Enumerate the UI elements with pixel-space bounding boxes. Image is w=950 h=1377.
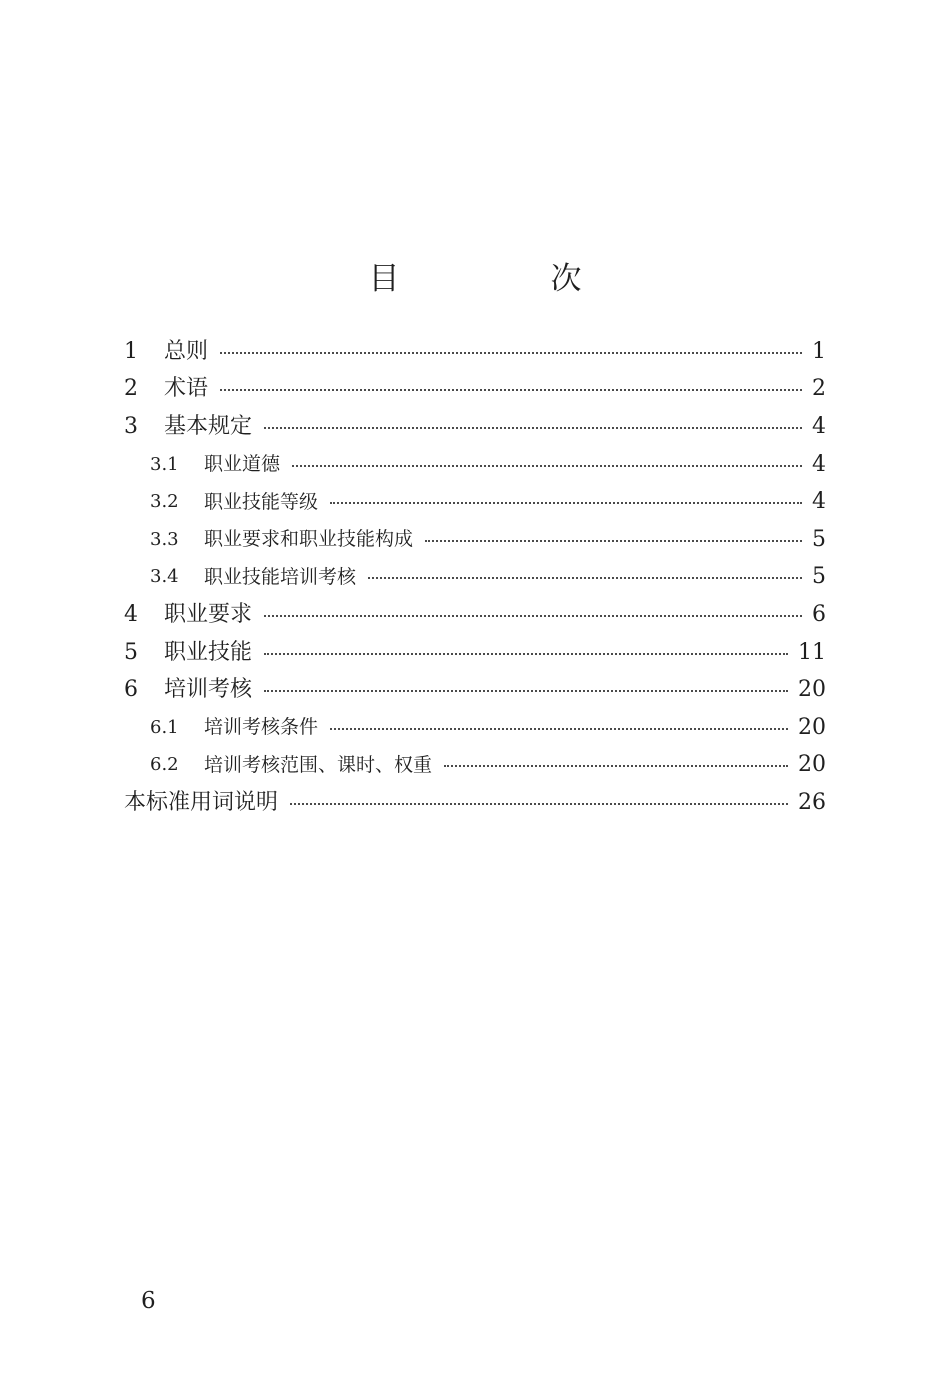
toc-subitem-training-scope-hours-weights[interactable] bbox=[124, 747, 826, 785]
toc-subitem-label: 培训考核条件 bbox=[204, 716, 319, 739]
dotted-leader bbox=[220, 352, 802, 354]
toc-item-number: 2 bbox=[124, 376, 138, 402]
toc-subitem-number: 6.2 bbox=[150, 754, 179, 776]
toc-item-label: 术语 bbox=[164, 376, 209, 402]
toc-subitem-label: 培训考核范围、课时、权重 bbox=[204, 753, 433, 776]
dotted-leader bbox=[292, 465, 802, 467]
dotted-leader bbox=[330, 728, 788, 730]
toc-item-number: 6 bbox=[124, 677, 138, 703]
toc-item-basic-provisions[interactable] bbox=[124, 408, 826, 446]
toc-item-number: 1 bbox=[124, 338, 138, 364]
footer-page-number: 6 bbox=[141, 1288, 156, 1314]
toc-subitem-number: 6.1 bbox=[150, 716, 179, 738]
toc-subitem-label: 职业道德 bbox=[204, 453, 281, 476]
toc-subitem-page: 5 bbox=[812, 564, 826, 590]
page-title: 目 次 bbox=[368, 260, 642, 297]
toc-subitem-number: 3.1 bbox=[150, 453, 179, 475]
toc-subitem-page: 4 bbox=[812, 451, 826, 477]
toc-subitem-professional-ethics[interactable] bbox=[124, 446, 826, 484]
toc-subitem-page: 4 bbox=[812, 489, 826, 515]
toc-item-number: 3 bbox=[124, 413, 138, 439]
toc-subitem-label: 职业要求和职业技能构成 bbox=[204, 528, 414, 551]
toc-subitem-page: 20 bbox=[798, 752, 826, 778]
toc-item-occupational-requirements[interactable] bbox=[124, 596, 826, 634]
dotted-leader bbox=[264, 690, 788, 692]
dotted-leader bbox=[330, 502, 802, 504]
toc-subitem-training-assessment[interactable] bbox=[124, 559, 826, 597]
table-of-contents bbox=[124, 333, 826, 822]
toc-item-page: 26 bbox=[798, 789, 826, 815]
dotted-leader bbox=[220, 389, 802, 391]
toc-item-label: 职业技能 bbox=[164, 639, 253, 665]
toc-item-occupational-skills[interactable] bbox=[124, 634, 826, 672]
toc-subitem-page: 20 bbox=[798, 714, 826, 740]
toc-item-training-assessment[interactable] bbox=[124, 671, 826, 709]
toc-item-number: 5 bbox=[124, 639, 138, 665]
toc-item-wording-explanation[interactable] bbox=[124, 784, 826, 822]
toc-item-general[interactable] bbox=[124, 333, 826, 371]
toc-item-number: 4 bbox=[124, 601, 138, 627]
toc-subitem-number: 3.4 bbox=[150, 566, 179, 588]
toc-item-terms[interactable] bbox=[124, 371, 826, 409]
toc-item-page: 20 bbox=[798, 677, 826, 703]
dotted-leader bbox=[290, 803, 788, 805]
toc-item-label: 职业要求 bbox=[164, 601, 253, 627]
toc-item-label: 培训考核 bbox=[164, 677, 253, 703]
toc-subitem-skill-levels[interactable] bbox=[124, 483, 826, 521]
toc-subitem-label: 职业技能等级 bbox=[204, 490, 319, 513]
toc-subitem-training-conditions[interactable] bbox=[124, 709, 826, 747]
toc-item-page: 11 bbox=[798, 639, 826, 665]
toc-item-label: 本标准用词说明 bbox=[124, 789, 279, 815]
dotted-leader bbox=[444, 765, 788, 767]
dotted-leader bbox=[264, 653, 788, 655]
toc-subitem-label: 职业技能培训考核 bbox=[204, 565, 357, 588]
toc-item-label: 基本规定 bbox=[164, 413, 253, 439]
dotted-leader bbox=[264, 615, 802, 617]
toc-item-page: 2 bbox=[812, 376, 826, 402]
toc-item-page: 4 bbox=[812, 413, 826, 439]
toc-item-label: 总则 bbox=[164, 338, 209, 364]
dotted-leader bbox=[264, 427, 802, 429]
toc-subitem-requirements-composition[interactable] bbox=[124, 521, 826, 559]
toc-item-page: 6 bbox=[812, 601, 826, 627]
dotted-leader bbox=[425, 540, 802, 542]
toc-subitem-number: 3.2 bbox=[150, 491, 179, 513]
toc-subitem-page: 5 bbox=[812, 526, 826, 552]
toc-item-page: 1 bbox=[812, 338, 826, 364]
dotted-leader bbox=[368, 577, 802, 579]
toc-subitem-number: 3.3 bbox=[150, 528, 179, 550]
